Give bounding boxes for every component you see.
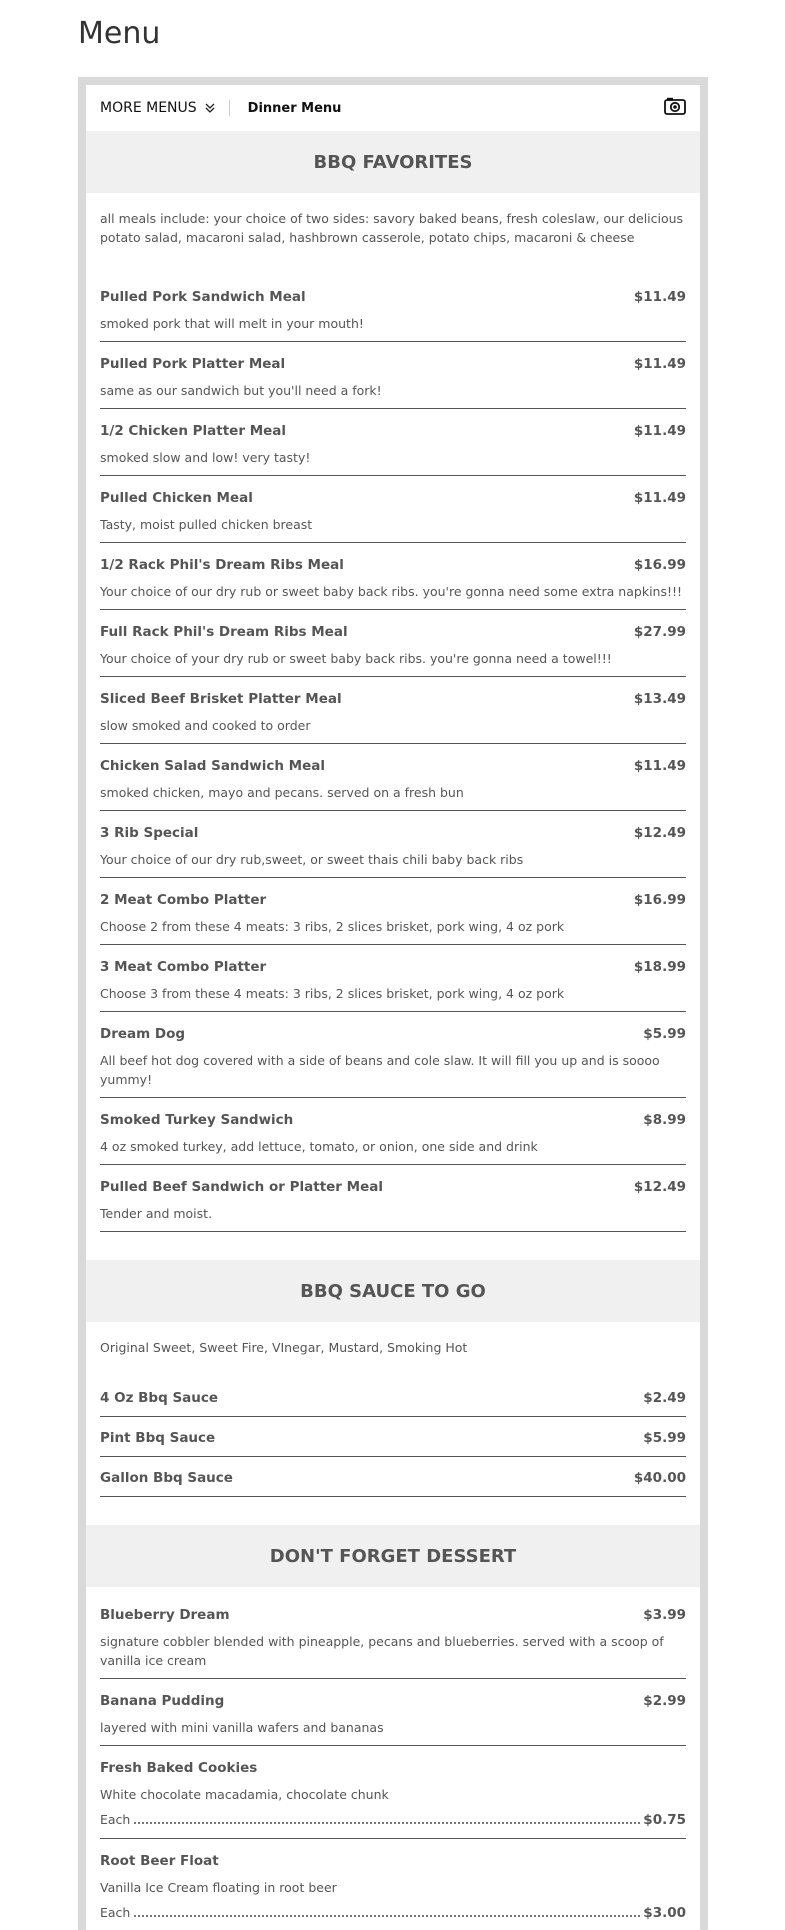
option-price: $3.00 [643,1905,686,1921]
menu-item [100,1417,686,1457]
item-price: $2.49 [643,1390,686,1406]
item-name: Smoked Turkey Sandwich [100,1112,294,1128]
item-description: Tender and moist. [100,1206,213,1221]
item-description: Vanilla Ice Cream floating in root beer [100,1880,337,1895]
menu-item [100,1593,686,1679]
item-price: $12.49 [633,1179,686,1195]
menu-item [100,476,686,543]
item-price: $12.49 [633,825,686,841]
item-price: $40.00 [633,1470,686,1486]
option-label: Each [100,1812,131,1827]
item-price: $13.49 [633,691,686,707]
section-title: BBQ FAVORITES [86,131,700,193]
menu-item [100,1377,686,1417]
section-title: BBQ SAUCE TO GO [86,1260,700,1322]
item-list [86,1357,700,1497]
item-price: $11.49 [633,289,686,305]
item-name: Blueberry Dream [100,1607,230,1623]
item-price: $5.99 [643,1430,686,1446]
menu-item [100,1012,686,1098]
menu-item [100,543,686,610]
item-description: White chocolate macadamia, chocolate chunk [100,1787,389,1802]
item-price: $3.99 [643,1607,686,1623]
item-list [86,1587,700,1930]
item-price: $11.49 [633,423,686,439]
item-option-row [100,1812,686,1838]
dot-leader [134,1822,640,1824]
menu-item [100,409,686,476]
item-description: smoked pork that will melt in your mouth! [100,316,364,331]
section-note: all meals include: your choice of two sides: savory baked beans, fresh coleslaw, our delicious potato salad, macaroni salad, hashbrown casserole, potato chips, macaroni & cheese [100,211,684,245]
more-menus-button[interactable] [100,100,215,116]
item-description: Choose 3 from these 4 meats: 3 ribs, 2 slices brisket, pork wing, 4 oz pork [100,986,565,1001]
item-name: Banana Pudding [100,1693,225,1709]
menu-item [100,945,686,1012]
item-description: Tasty, moist pulled chicken breast [100,517,313,532]
item-name: 1/2 Chicken Platter Meal [100,423,287,439]
item-price: $2.99 [643,1693,686,1709]
menu-item [100,677,686,744]
item-description: Your choice of our dry rub or sweet baby back ribs. you're gonna need some extra napkins!!! [100,584,683,599]
item-name: Sliced Beef Brisket Platter Meal [100,691,342,707]
item-option-row [100,1905,686,1930]
item-price: $11.49 [633,356,686,372]
item-description: Choose 2 from these 4 meats: 3 ribs, 2 slices brisket, pork wing, 4 oz pork [100,919,565,934]
item-name: Pulled Chicken Meal [100,490,253,506]
item-description: smoked slow and low! very tasty! [100,450,311,465]
item-description: smoked chicken, mayo and pecans. served on a fresh bun [100,785,464,800]
option-label: Each [100,1905,131,1920]
page-title: Menu [78,16,161,51]
current-menu-tab[interactable]: Dinner Menu [247,100,342,116]
item-name: 4 Oz Bbq Sauce [100,1390,219,1406]
menu-item [100,1839,686,1930]
item-name: Full Rack Phil's Dream Ribs Meal [100,624,348,640]
item-price: $11.49 [633,758,686,774]
item-price: $27.99 [633,624,686,640]
menu-item [100,1098,686,1165]
item-description: same as our sandwich but you'll need a fork! [100,383,382,398]
item-price: $16.99 [633,892,686,908]
section-title: DON'T FORGET DESSERT [86,1525,700,1587]
item-price: $16.99 [633,557,686,573]
more-menus-label: MORE MENUS [100,100,197,116]
item-description: 4 oz smoked turkey, add lettuce, tomato, or onion, one side and drink [100,1139,538,1154]
item-list [86,247,700,1232]
menu-item [100,878,686,945]
item-description: All beef hot dog covered with a side of beans and cole slaw. It will fill you up and is soooo yummy! [100,1053,660,1087]
item-name: Dream Dog [100,1026,186,1042]
section-bbq-favorites [86,131,700,1232]
menu-item [100,342,686,409]
item-price: $8.99 [643,1112,686,1128]
section-dessert [86,1525,700,1930]
item-price: $11.49 [633,490,686,506]
item-name: 2 Meat Combo Platter [100,892,267,908]
item-name: Pulled Beef Sandwich or Platter Meal [100,1179,383,1195]
item-name: 3 Meat Combo Platter [100,959,267,975]
menu-item [100,610,686,677]
item-price: $18.99 [633,959,686,975]
camera-icon[interactable] [664,97,686,115]
item-description: Your choice of your dry rub or sweet baby back ribs. you're gonna need a towel!!! [100,651,612,666]
item-name: Pulled Pork Sandwich Meal [100,289,306,305]
menu-toolbar [86,85,700,131]
item-name: Pulled Pork Platter Meal [100,356,286,372]
menu-item [100,744,686,811]
item-name: Gallon Bbq Sauce [100,1470,233,1486]
item-name: 1/2 Rack Phil's Dream Ribs Meal [100,557,344,573]
menu-item [100,811,686,878]
menu-frame [78,77,708,1930]
item-description: slow smoked and cooked to order [100,718,311,733]
item-name: Pint Bbq Sauce [100,1430,216,1446]
option-price: $0.75 [643,1812,686,1828]
toolbar-divider [229,100,230,116]
item-description: signature cobbler blended with pineapple, pecans and blueberries. served with a scoop of vanilla ice cream [100,1634,664,1668]
menu-item [100,1679,686,1746]
item-name: 3 Rib Special [100,825,199,841]
menu-item [100,1746,686,1839]
section-note: Original Sweet, Sweet Fire, VInegar, Mustard, Smoking Hot [100,1340,468,1355]
menu-item [100,1457,686,1497]
double-chevron-down-icon [205,102,215,114]
item-description: Your choice of our dry rub,sweet, or sweet thais chili baby back ribs [100,852,524,867]
item-name: Chicken Salad Sandwich Meal [100,758,326,774]
item-price: $5.99 [643,1026,686,1042]
menu-item [100,275,686,342]
menu-item [100,1165,686,1232]
menu-panel [86,85,700,1930]
section-bbq-sauce [86,1260,700,1497]
item-name: Fresh Baked Cookies [100,1760,258,1776]
item-description: layered with mini vanilla wafers and bananas [100,1720,384,1735]
dot-leader [134,1915,640,1917]
item-name: Root Beer Float [100,1853,219,1869]
